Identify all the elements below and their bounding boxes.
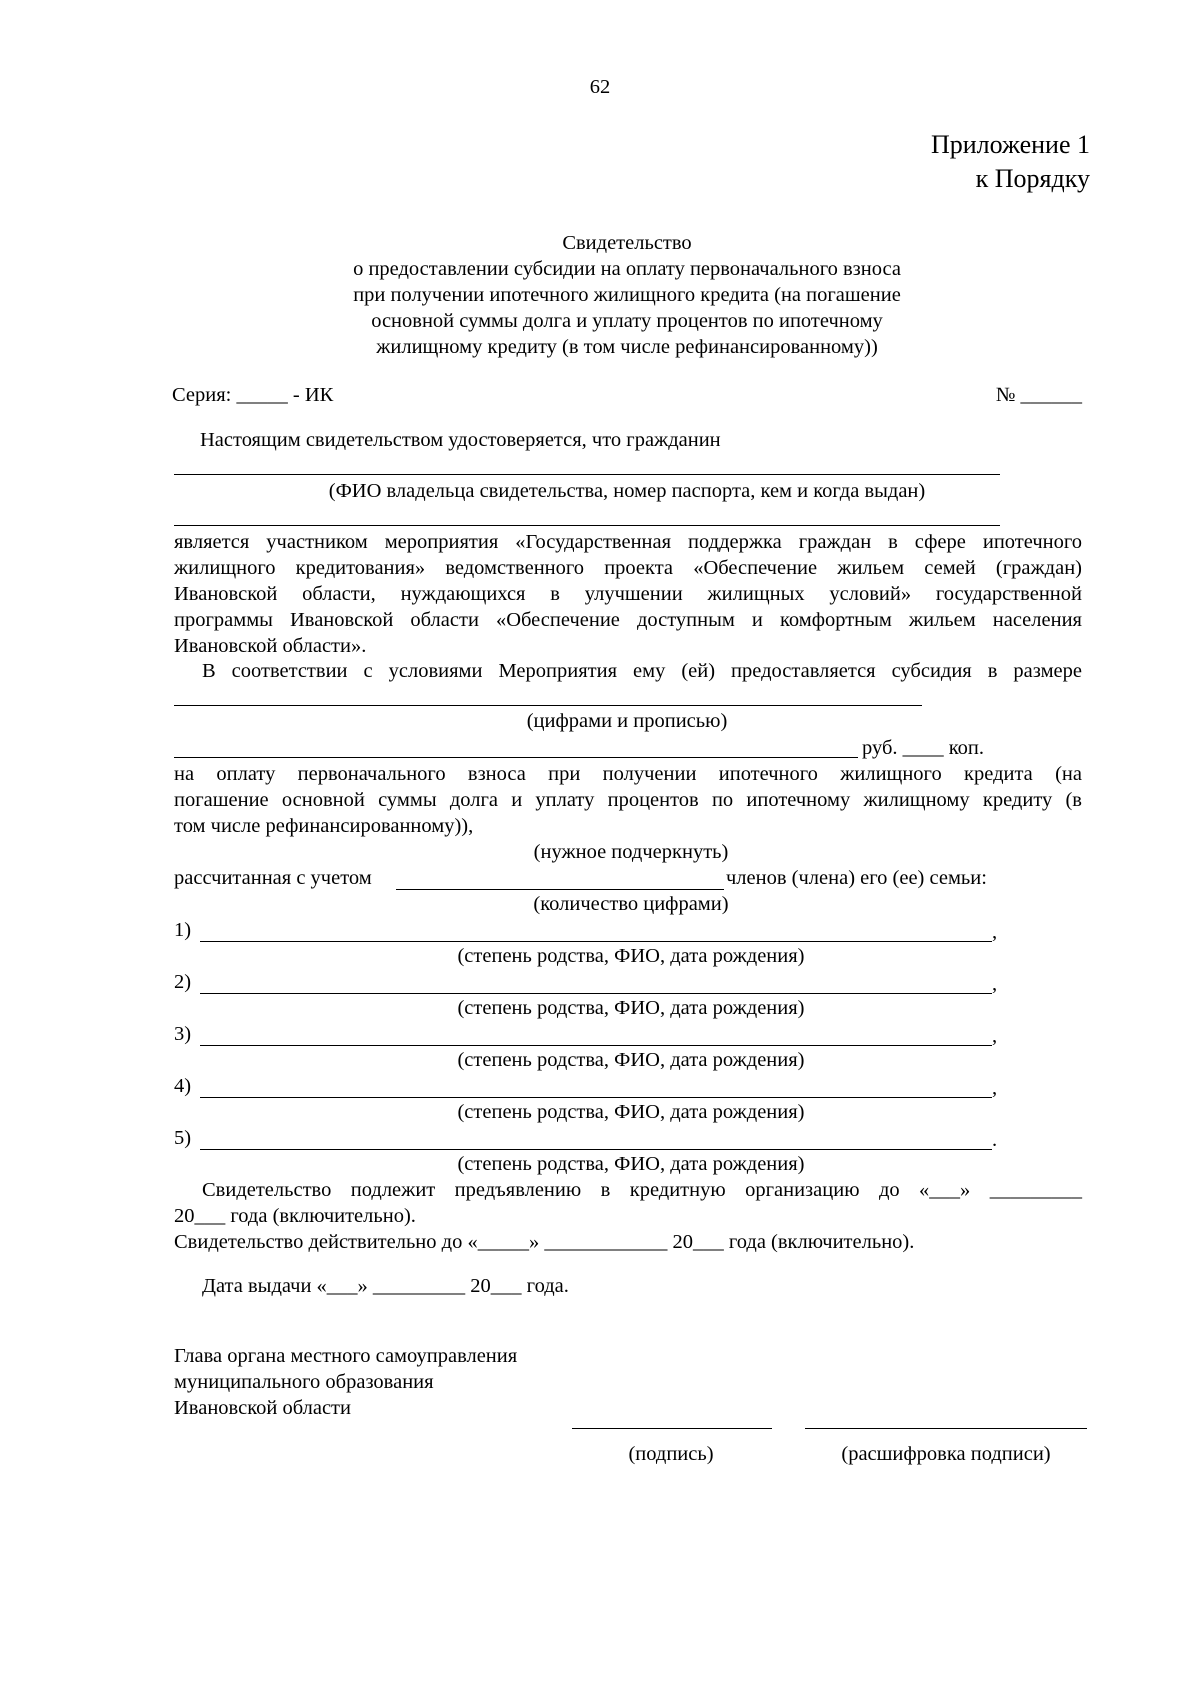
participant-line-4: программы Ивановской области «Обеспечение доступным и комфортным жильем населения xyxy=(174,609,1082,631)
signature-decode-hint: (расшифровка подписи) xyxy=(841,1443,1051,1465)
member-end: , xyxy=(992,921,998,943)
participant-line-1: является участником мероприятия «Государственная поддержка граждан в сфере ипотечного xyxy=(174,531,1082,553)
title-line-2: о предоставлении субсидии на оплату первоначального взноса xyxy=(353,258,901,280)
signatory-line-2: муниципального образования xyxy=(174,1371,434,1393)
rub-kop-field: руб. ____ коп. xyxy=(862,737,985,759)
appendix-subtitle: к Порядку xyxy=(975,164,1090,193)
family-count-hint: (количество цифрами) xyxy=(533,893,729,915)
document-title: Свидетельство xyxy=(562,232,692,254)
member-hint: (степень родства, ФИО, дата рождения) xyxy=(457,1153,805,1175)
member-number: 2) xyxy=(174,971,192,993)
participant-line-5: Ивановской области». xyxy=(174,635,367,657)
subsidy-line-1: В соответствии с условиями Мероприятия ему (ей) предоставляется субсидия в размере xyxy=(202,660,1082,682)
member-end: , xyxy=(992,1077,998,1099)
signatory-line-1: Глава органа местного самоуправления xyxy=(174,1345,518,1367)
presentation-line-1: Свидетельство подлежит предъявлению в кредитную организацию до «___» _________ xyxy=(202,1179,1082,1201)
purpose-line-2: погашение основной суммы долга и уплату процентов по ипотечному жилищному кредиту (в xyxy=(174,789,1082,811)
intro-text: Настоящим свидетельством удостоверяется, что гражданин xyxy=(200,429,721,451)
signature-line xyxy=(572,1428,772,1429)
underline-hint: (нужное подчеркнуть) xyxy=(533,841,729,863)
member-number: 5) xyxy=(174,1127,192,1149)
family-count-line xyxy=(396,889,724,890)
member-hint: (степень родства, ФИО, дата рождения) xyxy=(457,1101,805,1123)
member-end: . xyxy=(992,1129,998,1151)
participant-line-2: жилищного кредитования» ведомственного проекта «Обеспечение жильем семей (граждан) xyxy=(174,557,1082,579)
purpose-line-3: том числе рефинансированному)), xyxy=(174,815,474,837)
member-line xyxy=(200,941,992,942)
owner-line-2 xyxy=(174,525,1000,526)
member-number: 1) xyxy=(174,919,192,941)
family-calc-tail: членов (члена) его (ее) семьи: xyxy=(726,867,987,889)
valid-until-line: Свидетельство действительно до «_____» ____________ 20___ года (включительно). xyxy=(174,1231,915,1253)
signature-decode-line xyxy=(805,1428,1087,1429)
member-line xyxy=(200,993,992,994)
member-line xyxy=(200,1045,992,1046)
subsidy-rub-line xyxy=(174,757,858,758)
member-hint: (степень родства, ФИО, дата рождения) xyxy=(457,945,805,967)
member-number: 4) xyxy=(174,1075,192,1097)
title-line-4: основной суммы долга и уплату процентов по ипотечному xyxy=(371,310,883,332)
member-hint: (степень родства, ФИО, дата рождения) xyxy=(457,997,805,1019)
family-calc-label: рассчитанная с учетом xyxy=(174,867,372,889)
owner-line-1 xyxy=(174,474,1000,475)
presentation-line-2: 20___ года (включительно). xyxy=(174,1205,416,1227)
member-line xyxy=(200,1097,992,1098)
subsidy-amount-hint: (цифрами и прописью) xyxy=(526,710,728,732)
title-line-3: при получении ипотечного жилищного кредита (на погашение xyxy=(353,284,901,306)
member-line xyxy=(200,1149,992,1150)
title-line-5: жилищному кредиту (в том числе рефинансированному)) xyxy=(376,336,878,358)
member-end: , xyxy=(992,973,998,995)
member-number: 3) xyxy=(174,1023,192,1045)
subsidy-amount-line xyxy=(174,705,922,706)
signatory-line-3: Ивановской области xyxy=(174,1397,351,1419)
participant-line-3: Ивановской области, нуждающихся в улучшении жилищных условий» государственной xyxy=(174,583,1082,605)
member-hint: (степень родства, ФИО, дата рождения) xyxy=(457,1049,805,1071)
series-field: Серия: _____ - ИК xyxy=(172,384,334,406)
appendix-title: Приложение 1 xyxy=(930,130,1090,159)
member-end: , xyxy=(992,1025,998,1047)
certificate-number-field: № ______ xyxy=(995,384,1082,406)
purpose-line-1: на оплату первоначального взноса при получении ипотечного жилищного кредита (на xyxy=(174,763,1082,785)
owner-hint: (ФИО владельца свидетельства, номер паспорта, кем и когда выдан) xyxy=(328,480,926,502)
signature-hint: (подпись) xyxy=(628,1443,714,1465)
issue-date-line: Дата выдачи «___» _________ 20___ года. xyxy=(202,1275,569,1297)
page-number: 62 xyxy=(589,76,611,98)
